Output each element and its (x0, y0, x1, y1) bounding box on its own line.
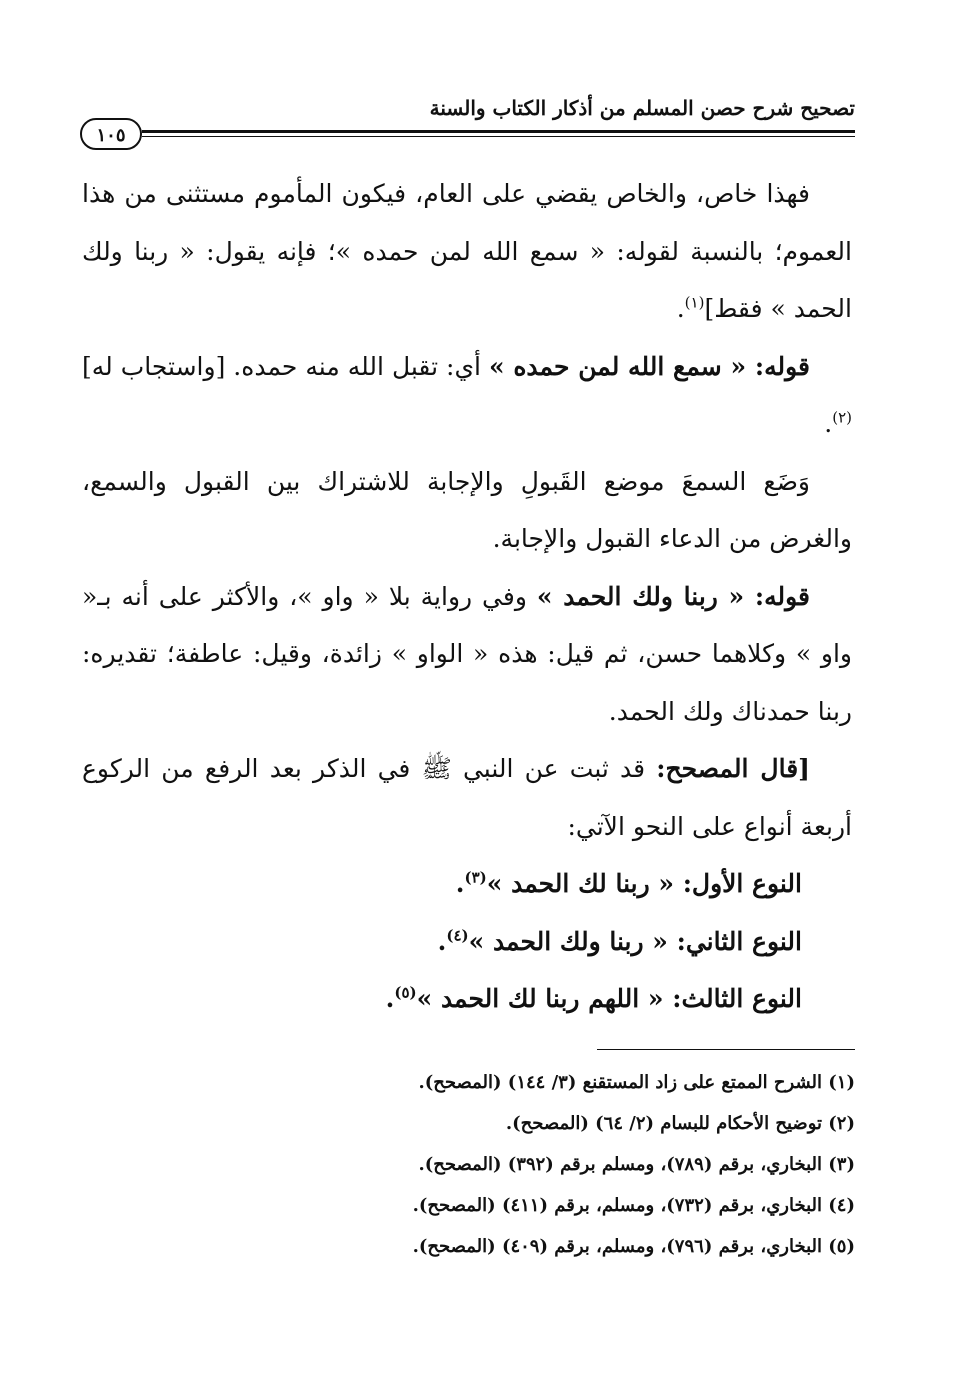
page-header (80, 92, 855, 152)
paragraph-text: وَضَع السمعَ موضع القَبولِ والإجابة للاشتراك بين القبول والسمع، والغرض من الدعاء القبول والإجابة. (82, 466, 852, 553)
paragraph-end: . (676, 294, 685, 323)
paragraph (82, 740, 852, 855)
list-item-text: النوع الأول: « ربنا لك الحمد » (486, 869, 802, 898)
paragraph-lead: قوله: « ربنا ولك الحمد » (536, 581, 810, 611)
header-rule-thin (142, 136, 855, 137)
page-number: ١٠٥ (80, 118, 142, 150)
footnote-marker: (٤) (446, 926, 469, 945)
footnote-marker: (٥) (394, 983, 417, 1002)
list-item-text: النوع الثاني: « ربنا ولك الحمد » (468, 926, 802, 956)
paragraph-end: . (824, 409, 833, 438)
header-rule-thick (142, 130, 855, 133)
footnotes (195, 1062, 855, 1267)
list-item-text: النوع الثالث: « اللهم ربنا لك الحمد » (416, 984, 802, 1013)
paragraph-lead: [قال المصحح: (656, 754, 810, 783)
running-title: تصحيح شرح حصن المسلم من أذكار الكتاب والسنة (429, 96, 855, 120)
paragraph-text: وفي رواية بلا « واو »، والأكثر على أنه بـ« واو » وكلاهما حسن، ثم قيل: هذه « الواو » زائدة، وقيل: عاطفة؛ تقديره: ربنا حمدناك ولك الحمد. (82, 581, 852, 726)
list-item-end: . (455, 869, 465, 898)
main-text (82, 165, 852, 1028)
paragraph (82, 165, 852, 338)
footnote: (٣) البخاري، برقم (٧٨٩)، ومسلم برقم (٣٩٢) (المصحح). (418, 1154, 855, 1175)
paragraph (82, 338, 852, 453)
paragraph-text: قد ثبت عن النبي ﷺ في الذكر بعد الرفع من الركوع أربعة أنواع على النحو الآتي: (82, 754, 852, 841)
list-item-end: . (437, 926, 447, 956)
footnote-separator (597, 1049, 855, 1050)
footnote: (١) الشرح الممتع على زاد المستقنع (٣/ ١٤٤) (المصحح). (418, 1072, 855, 1093)
list-item (82, 913, 852, 971)
paragraph (82, 568, 852, 741)
paragraph-text: أي: تقبل الله منه حمده. [واستجاب له] (82, 351, 489, 381)
footnote-marker: (٣) (464, 868, 487, 887)
paragraph-text: فهذا خاص، والخاص يقضي على العام، فيكون المأموم مستثنى من هذا العموم؛ بالنسبة لقوله: « سمع الله لمن حمده »؛ فإنه يقول: « ربنا ولك الحمد » فقط] (82, 179, 852, 323)
list-item (82, 855, 852, 913)
paragraph (82, 453, 852, 568)
footnote: (٥) البخاري، برقم (٧٩٦)، ومسلم، برقم (٤٠٩) (المصحح). (412, 1236, 855, 1257)
footnote: (٤) البخاري، برقم (٧٣٢)، ومسلم، برقم (٤١١) (المصحح). (412, 1195, 855, 1216)
paragraph-lead: قوله: « سمع الله لمن حمده » (488, 351, 810, 381)
list-item-end: . (385, 984, 395, 1013)
list-item (82, 970, 852, 1028)
footnote-marker: (١) (684, 293, 705, 312)
footnote: (٢) توضيح الأحكام للبسام (٢/ ٦٤) (المصحح). (505, 1113, 855, 1134)
footnote-marker: (٢) (832, 408, 852, 427)
